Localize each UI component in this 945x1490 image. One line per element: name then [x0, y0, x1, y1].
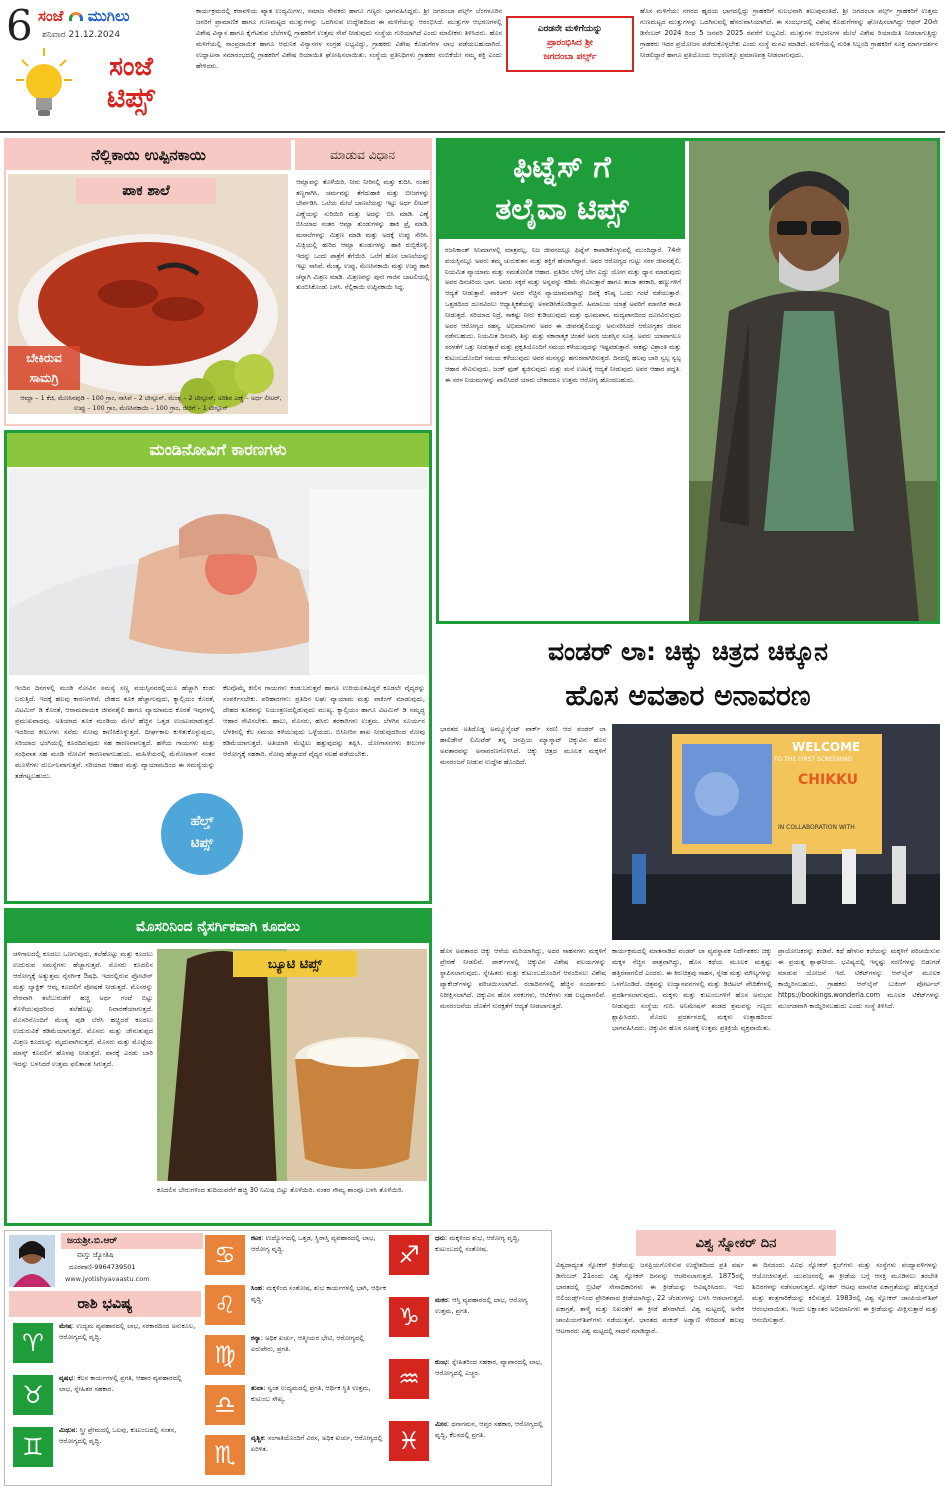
wonderla-headline-line-2: ಹೊಸ ಅವತಾರ ಅನಾವರಣ [565, 679, 811, 712]
astrologer-phone: ದೂರವಾಣಿ-9964739501 [69, 1263, 136, 1271]
screen-chikku-text: CHIKKU [798, 772, 859, 788]
beauty-caption: ಕೂದಲಿನ ಬೇರುಗಳಿಂದ ತುದಿಯವರೆಗೆ ಹಚ್ಚಿ 30 ನಿಮಿಷ ಬಿಟ್ಟು ತೊಳೆಯಿರಿ. ನಂತರ ಸೌಮ್ಯ ಶಾಂಪೂ ಬಳಸಿ ತೊಳೆಯಿರಿ. [157, 1186, 404, 1194]
zodiac-prediction: ಧನಾಗಮನ, ಆಪ್ತರ ಸಹಕಾರ, ಆರೋಗ್ಯದಲ್ಲಿ ವೃದ್ಧಿ, ಕೆಲಸದಲ್ಲಿ ಪ್ರಗತಿ. [435, 1420, 543, 1439]
section-title-line-1: ಸಂಜೆ [109, 52, 153, 82]
zodiac-text-block: ಮೀನ: ಧನಾಗಮನ, ಆಪ್ತರ ಸಹಕಾರ, ಆರೋಗ್ಯದಲ್ಲಿ ವೃದ್ಧಿ, ಕೆಲಸದಲ್ಲಿ ಪ್ರಗತಿ. [435, 1420, 543, 1439]
zodiac-text-block: ಮಕರ: ಆಸ್ತಿ ವ್ಯವಹಾರದಲ್ಲಿ ಲಾಭ, ಆರೋಗ್ಯ ಉತ್ತಮ, ಪ್ರಗತಿ. [435, 1296, 528, 1315]
beauty-title: ಮೊಸರಿನಿಂದ ನೈಸರ್ಗಿಕವಾಗಿ ಕೂದಲು [7, 911, 429, 943]
screen-subtitle-text: TO THE FIRST SCREENING [774, 756, 853, 763]
zodiac-text-block: ವೃಷಭ: ಕೆಲಸ ಕಾರ್ಯಗಳಲ್ಲಿ ಪ್ರಗತಿ, ಆಹಾರ ವ್ಯವಹಾರದಲ್ಲಿ ಲಾಭ, ಸ್ನೇಹಿತರ ಸಹಕಾರ. [59, 1374, 182, 1393]
zodiac-prediction: ಕೆಲಸ ಕಾರ್ಯಗಳಲ್ಲಿ ಪ್ರಗತಿ, ಆಹಾರ ವ್ಯವಹಾರದಲ್ಲಿ ಲಾಭ, ಸ್ನೇಹಿತರ ಸಹಕಾರ. [59, 1374, 182, 1393]
horoscope-sign [205, 1383, 389, 1429]
wonderla-headline-line-1: ವಂಡರ್ ಲಾ: ಚಿಕ್ಕು ಚಿತ್ರದ ಚಿಕ್ಕೂನ [547, 637, 829, 666]
zodiac-icon: ♋ [205, 1235, 245, 1275]
ingredients-label-line-2: ಸಾಮಗ್ರಿ [29, 371, 59, 385]
zodiac-icon: ♑ [389, 1297, 429, 1337]
kitchen-label: ಪಾಕ ಶಾಲೆ [76, 178, 216, 204]
zodiac-name: ಸಿಂಹ [251, 1284, 262, 1292]
astrologer-photo [9, 1235, 55, 1287]
ingredients-label-line-1: ಬೇಕಿರುವ [26, 351, 62, 365]
wonderla-headline [436, 630, 940, 720]
zodiac-name: ವೃಶ್ಚಿಕ [251, 1434, 264, 1442]
zodiac-prediction: ಆಸ್ತಿ ವ್ಯವಹಾರದಲ್ಲಿ ಲಾಭ, ಆರೋಗ್ಯ ಉತ್ತಮ, ಪ್ರಗತಿ. [435, 1296, 528, 1315]
wonderla-lead-text: ಭಾರತದ ಅತಿದೊಡ್ಡ ಅಮ್ಯೂಸ್ಮೆಂಟ್ ಪಾರ್ಕ್ ಸರಣಿ ಆದ ವಂಡರ್ ಲಾ ಹಾಲಿಡೇಸ್ ಲಿಮಿಟೆಡ್ ತನ್ನ ಜನಪ್ರಿಯ ಮ್ಯಾಸ್ಕಾಟ್ ಚಿಕ್ಕುವಿನ ಹೊಸ ಅವತಾರವನ್ನು ಅನಾವರಣಗೊಳಿಸಿದೆ. ಚಿಕ್ಕು ಚಿತ್ರದ ಮೂಲಕ ಮಕ್ಕಳಿಗೆ ಮನರಂಜನೆ ನೀಡುವ ಉದ್ದೇಶ ಹೊಂದಿದೆ. [440, 725, 606, 766]
fitness-headline [439, 141, 685, 239]
zodiac-prediction: ಉದ್ಯೋಗದಲ್ಲಿ ಒತ್ತಡ, ಸ್ಥಿರಾಸ್ತಿ ವ್ಯವಹಾರದಲ್ಲಿ ಲಾಭ, ಆರೋಗ್ಯ ವೃದ್ಧಿ. [251, 1234, 376, 1253]
paper-name-part-1: ಸಂಜೆ [38, 7, 64, 25]
health-tips-badge-line-1: ಹೆಲ್ತ್ [190, 814, 214, 829]
horoscope-sign [389, 1357, 545, 1415]
zodiac-text-block: ಧನು: ಮಕ್ಕಳಿಂದ ಶುಭ, ಆರೋಗ್ಯ ವೃದ್ಧಿ, ಕುಟುಂಬದಲ್ಲಿ ಸಂತೋಷ. [435, 1234, 520, 1253]
screen-welcome-text: WELCOME [792, 740, 861, 754]
zodiac-icon: ♊ [13, 1427, 53, 1467]
top-story-headline [506, 16, 634, 72]
zodiac-icon: ♓ [389, 1421, 429, 1461]
zodiac-icon: ♉ [13, 1375, 53, 1415]
method-label: ಮಾಡುವ ವಿಧಾನ [295, 140, 430, 170]
horoscope-section [4, 1230, 552, 1486]
zodiac-prediction: ಅಧಿಕ ಖರ್ಚು, ಆತ್ಮೀಯರ ಭೇಟಿ, ಆರೋಗ್ಯದಲ್ಲಿ ಏರುಪೇರು, ಪ್ರಗತಿ. [251, 1334, 365, 1353]
paper-name [38, 7, 130, 25]
horoscope-sign [205, 1333, 389, 1379]
health-tips-badge-line-2: ಟಿಪ್ಸ್ [190, 836, 214, 851]
horoscope-sign [205, 1283, 389, 1329]
zodiac-text-block: ಕಟಕ: ಉದ್ಯೋಗದಲ್ಲಿ ಒತ್ತಡ, ಸ್ಥಿರಾಸ್ತಿ ವ್ಯವಹಾರದಲ್ಲಿ ಲಾಭ, ಆರೋಗ್ಯ ವೃದ್ಧಿ. [251, 1234, 376, 1253]
joint-pain-photo [9, 469, 427, 675]
wonderla-col-2: ಹೊಸ ಅವತಾರದ ಚಿಕ್ಕು ಆನೆಯ ಮರಿಯಾಗಿದ್ದು, ಅದರ ಸಾಹಸಗಳು ಮಕ್ಕಳಿಗೆ ಪ್ರೇರಣೆ ನೀಡಲಿವೆ. ಪಾರ್ಕ್‌ಗಳಲ್ಲಿ ಚಿಕ್ಕುವಿನ ವಿಶೇಷ ವಲಯಗಳನ್ನು ಸ್ಥಾಪಿಸಲಾಗುವುದು. ಸ್ನೇಹಿತರು ಮತ್ತು ಕುಟುಂಬದೊಂದಿಗೆ ಆನಂದಿಸಲು ವಿಶೇಷ ಪ್ಯಾಕೇಜ್‌ಗಳನ್ನು ಪರಿಚಯಿಸಲಾಗಿದೆ. ರಜಾದಿನಗಳಲ್ಲಿ ಹೆಚ್ಚಿನ ಸಂದರ್ಶಕರು ನಿರೀಕ್ಷಿಸಲಾಗಿದೆ. ಚಿಕ್ಕುವಿನ ಹೊಸ ಸರಕುಗಳು, ಆಟಿಕೆಗಳು ಸಹ ಲಭ್ಯವಾಗಲಿವೆ. ಮನರಂಜನೆಯ ಜೊತೆಗೆ ಸುರಕ್ಷತೆಗೆ ಆದ್ಯತೆ ನೀಡಲಾಗುತ್ತದೆ. [440, 947, 606, 1010]
zodiac-icon: ♒ [389, 1359, 429, 1399]
fitness-headline-line-1: ಫಿಟ್ನೆಸ್ ಗೆ [513, 150, 611, 185]
zodiac-name: ಕನ್ಯಾ [251, 1334, 261, 1342]
zodiac-text-block: ಸಿಂಹ: ಮಕ್ಕಳಿಂದ ಸಂತೋಷ, ಶುಭ ಕಾರ್ಯಗಳಲ್ಲಿ ಭಾಗಿ, ಆರ್ಥಿಕ ವೃದ್ಧಿ. [251, 1284, 386, 1303]
paper-name-part-2: ಮುಗಿಲು [87, 7, 130, 25]
zodiac-name: ಧನು [435, 1234, 446, 1242]
zodiac-name: ಕಟಕ [251, 1234, 262, 1242]
joint-pain-box [4, 430, 432, 904]
horoscope-sign [13, 1425, 197, 1473]
fitness-headline-line-2: ತಲೈವಾ ಟಿಪ್ಸ್ [495, 192, 629, 227]
fitness-photo [689, 141, 937, 621]
beauty-box [4, 908, 432, 1226]
joint-pain-title: ಮಂಡಿನೋವಿಗೆ ಕಾರಣಗಳು [7, 433, 429, 467]
recipe-title: ನೆಲ್ಲಿಕಾಯಿ ಉಪ್ಪಿನಕಾಯಿ [6, 140, 291, 170]
zodiac-icon: ♈ [13, 1323, 53, 1363]
zodiac-icon: ♏ [205, 1435, 245, 1475]
top-story-headline-line-1: ಎರಡನೇ ಮಳಿಗೆಯನ್ನು [537, 24, 603, 34]
top-story-right-text: ಹೊಸ ಮಳಿಗೆಯು ನಗರದ ಹೃದಯ ಭಾಗದಲ್ಲಿದ್ದು ಗ್ರಾಹಕರಿಗೆ ಸುಲಭವಾಗಿ ತಲುಪುವಂತಿದೆ. ಶ್ರೀ ಜಗದಂಬಾ ಪರ್ಲ್ಸ್ ಗ್ರಾಹಕರಿಗೆ ಉತ್ತಮ ಗುಣಮಟ್ಟದ ಮುತ್ತುಗಳನ್ನು ಒದಗಿಸುವಲ್ಲಿ ಹೆಸರುವಾಸಿಯಾಗಿದೆ. ಈ ಸಂದರ್ಭದಲ್ಲಿ ವಿಶೇಷ ಕೊಡುಗೆಗಳನ್ನು ಘೋಷಿಸಲಾಗಿದ್ದು ಆಫರ್ 20ನೇ ಡಿಸೆಂಬರ್ 2024 ರಿಂದ 5 ಜನವರಿ 2025 ರವರೆಗೆ ಲಭ್ಯವಿದೆ. ಮುತ್ತುಗಳ ಆಭರಣಗಳ ಮೇಲೆ ವಿಶೇಷ ರಿಯಾಯಿತಿ ನೀಡಲಾಗುತ್ತಿದ್ದು ಗ್ರಾಹಕರು ಇದರ ಪ್ರಯೋಜನ ಪಡೆದುಕೊಳ್ಳಬೇಕು ಎಂದು ಸಂಸ್ಥೆ ಮನವಿ ಮಾಡಿದೆ. ಮಳಿಗೆಯಲ್ಲಿ ನುರಿತ ಸಿಬ್ಬಂದಿ ಗ್ರಾಹಕರಿಗೆ ಸೂಕ್ತ ಮಾರ್ಗದರ್ಶನ ನೀಡಲಿದ್ದಾರೆ ಹಾಗೂ ಪ್ರತಿಯೊಂದು ಆಭರಣಕ್ಕೂ ಪ್ರಮಾಣಪತ್ರ ನೀಡಲಾಗುವುದು. [640, 7, 938, 59]
rainbow-logo-icon [69, 12, 83, 21]
zodiac-icon: ♐ [389, 1235, 429, 1275]
wonderla-photo [612, 724, 940, 940]
beauty-tips-badge: ಬ್ಯೂಟಿ ಟಿಪ್ಸ್ [233, 951, 357, 977]
masthead-divider [0, 131, 945, 133]
section-title-line-2: ಟಿಪ್ಸ್ [107, 81, 155, 114]
zodiac-icon: ♎ [205, 1385, 245, 1425]
top-story-left-text: ಕಾರ್ಯಕ್ರಮದಲ್ಲಿ ಕರಾವಳಿಯ ಖ್ಯಾತ ಉದ್ಯಮಿಗಳು, ಸಮಾಜ ಸೇವಕರು ಹಾಗೂ ಗಣ್ಯರು ಭಾಗವಹಿಸಿದ್ದರು. ಶ್ರೀ ಜಗದಂಬಾ ಪರ್ಲ್ಸ್ ಬೆಂಗಳೂರಿನ ಜನರಿಗೆ ಪ್ರಾಮಾಣಿಕ ಹಾಗೂ ಗುಣಮಟ್ಟದ ಮುತ್ತುಗಳನ್ನು ಒದಗಿಸುವ ಉದ್ದೇಶದಿಂದ ಈ ಮಳಿಗೆಯನ್ನು ಆರಂಭಿಸಿದೆ. ಮುತ್ತುಗಳ ಆಭರಣಗಳಲ್ಲಿ ವಿಶೇಷ ವಿನ್ಯಾಸ ಹಾಗೂ ಕೈಗೆಟಕುವ ಬೆಲೆಗಳಲ್ಲಿ ಗ್ರಾಹಕರಿಗೆ ಉತ್ತಮ ಸೇವೆ ನೀಡುವುದು ಸಂಸ್ಥೆಯ ಗುರಿಯಾಗಿದೆ ಎಂದು ಮಾಲೀಕರು ತಿಳಿಸಿದರು. ಹೊಸ ಮಳಿಗೆಯಲ್ಲಿ ಸಾಂಪ್ರದಾಯಿಕ ಹಾಗೂ ಆಧುನಿಕ ವಿನ್ಯಾಸಗಳ ಸಂಗ್ರಹ ಲಭ್ಯವಿದ್ದು, ಗ್ರಾಹಕರು ವಿಶೇಷ ಕೊಡುಗೆಗಳ ಲಾಭ ಪಡೆಯಬಹುದಾಗಿದೆ. ಉದ್ಘಾಟನಾ ಸಮಾರಂಭದಲ್ಲಿ ಗ್ರಾಹಕರಿಗೆ ವಿಶೇಷ ರಿಯಾಯಿತಿ ಘೋಷಿಸಲಾಯಿತು. ಸಂಸ್ಥೆಯ ಪ್ರತಿನಿಧಿಗಳು ಗ್ರಾಹಕರ ನಂಬಿಕೆಯೇ ನಮ್ಮ ಶಕ್ತಿ ಎಂದು ಹೇಳಿದರು. [196, 7, 502, 70]
zodiac-prediction: ಮಕ್ಕಳಿಂದ ಶುಭ, ಆರೋಗ್ಯ ವೃದ್ಧಿ, ಕುಟುಂಬದಲ್ಲಿ ಸಂತೋಷ. [435, 1234, 520, 1253]
joint-pain-col-1: ಇಂದಿನ ದಿನಗಳಲ್ಲಿ ಮಂಡಿ ನೋವಿನ ಸಮಸ್ಯೆ ಸಣ್ಣ ವಯಸ್ಸಿನವರಲ್ಲಿಯೂ ಹೆಚ್ಚಾಗಿ ಕಂಡು ಬರುತ್ತಿದೆ. ಇದಕ್ಕೆ ಹಲವು ಕಾರಣಗಳಿವೆ. ದೇಹದ ತೂಕ ಹೆಚ್ಚಾಗುವುದು, ಕ್ಯಾಲ್ಸಿಯಂ ಕೊರತೆ, ವಿಟಮಿನ್ ಡಿ ಕೊರತೆ, ಆರಾಮದಾಯಕ ಜೀವನಶೈಲಿ ಹಾಗೂ ವ್ಯಾಯಾಮದ ಕೊರತೆ ಇವುಗಳಲ್ಲಿ ಪ್ರಮುಖವಾದವು. ಅತಿಯಾದ ತೂಕ ಮಂಡಿಯ ಮೇಲೆ ಹೆಚ್ಚಿನ ಒತ್ತಡ ಉಂಟುಮಾಡುತ್ತದೆ. ಇದರಿಂದ ಕೀಲುಗಳು ಸವೆದು ನೋವು ಕಾಣಿಸಿಕೊಳ್ಳುತ್ತದೆ. ದೀರ್ಘಕಾಲ ಕುಳಿತುಕೊಳ್ಳುವುದು, ಸರಿಯಾದ ಭಂಗಿಯಲ್ಲಿ ಕೂರದಿರುವುದು ಸಹ ಕಾರಣವಾಗುತ್ತದೆ. ಹಳೆಯ ಗಾಯಗಳು ಮತ್ತು ಸಂಧಿವಾತ ಸಹ ಮಂಡಿ ನೋವಿಗೆ ಕಾರಣವಾಗಬಹುದು. ಮಹಿಳೆಯರಲ್ಲಿ ಮೆನೋಪಾಸ್ ನಂತರ ಮೂಳೆಗಳು ದುರ್ಬಲವಾಗುತ್ತವೆ. ಸರಿಯಾದ ಆಹಾರ ಮತ್ತು ವ್ಯಾಯಾಮದಿಂದ ಈ ಸಮಸ್ಯೆಯನ್ನು ತಡೆಗಟ್ಟಬಹುದು. [15, 684, 215, 780]
zodiac-name: ಕುಂಭ [435, 1358, 448, 1366]
ingredients-label [8, 346, 80, 390]
horoscope-title: ರಾಶಿ ಭವಿಷ್ಯ [9, 1291, 201, 1317]
horoscope-sign [205, 1233, 389, 1279]
masthead [6, 1, 194, 128]
beauty-col-1: ಚಳಿಗಾಲದಲ್ಲಿ ಕೂದಲು ಒಣಗುವುದು, ತಲೆಹೊಟ್ಟು ಮತ್ತು ಕೂದಲು ಉದುರುವ ಸಮಸ್ಯೆಗಳು ಹೆಚ್ಚಾಗುತ್ತವೆ. ಮೊಸರು ಕೂದಲಿನ ಆರೋಗ್ಯಕ್ಕೆ ಅತ್ಯುತ್ತಮ ನೈಸರ್ಗಿಕ ಔಷಧಿ. ಇದರಲ್ಲಿರುವ ಪ್ರೋಟೀನ್ ಮತ್ತು ಲ್ಯಾಕ್ಟಿಕ್ ಆಮ್ಲ ಕೂದಲಿಗೆ ಪೋಷಣೆ ನೀಡುತ್ತದೆ. ಮೊಸರನ್ನು ನೇರವಾಗಿ ತಲೆಬುರುಡೆಗೆ ಹಚ್ಚಿ ಅರ್ಧ ಗಂಟೆ ಬಿಟ್ಟು ತೊಳೆಯುವುದರಿಂದ ತಲೆಹೊಟ್ಟು ನಿವಾರಣೆಯಾಗುತ್ತದೆ. ಮೊಸರಿನೊಂದಿಗೆ ಮೆಂತ್ಯ ಪುಡಿ ಬೆರೆಸಿ ಹಚ್ಚಿದರೆ ಕೂದಲು ಉದುರುವಿಕೆ ಕಡಿಮೆಯಾಗುತ್ತದೆ. ಮೊಸರು ಮತ್ತು ಜೇನುತುಪ್ಪದ ಮಿಶ್ರಣ ಕೂದಲನ್ನು ಮೃದುವಾಗಿಸುತ್ತದೆ. ಮೊಸರು ಮತ್ತು ಮೊಟ್ಟೆಯ ಮಾಸ್ಕ್ ಕೂದಲಿಗೆ ಹೊಳಪು ನೀಡುತ್ತದೆ. ವಾರಕ್ಕೆ ಎರಡು ಬಾರಿ ಇದನ್ನು ಬಳಸಿದರೆ ಉತ್ತಮ ಫಲಿತಾಂಶ ಸಿಗುತ್ತದೆ. [13, 950, 153, 1068]
zodiac-text-block: ತುಲಾ: ಸ್ವಂತ ಉದ್ಯಮದಲ್ಲಿ ಪ್ರಗತಿ, ಆರ್ಥಿಕ ಸ್ಥಿತಿ ಉತ್ತಮ, ಕುಟುಂಬ ಸೌಖ್ಯ. [251, 1384, 371, 1403]
snooker-col-2: ಈ ದಿನದಂದು ವಿವಿಧ ಸ್ನೋಕರ್ ಕ್ಲಬ್‌ಗಳು ಮತ್ತು ಸಂಸ್ಥೆಗಳು ಪಂದ್ಯಾವಳಿಗಳನ್ನು ಆಯೋಜಿಸುತ್ತವೆ. ಯುವಜನರಲ್ಲಿ ಈ ಕ್ರೀಡೆಯ ಬಗ್ಗೆ ಆಸಕ್ತಿ ಮೂಡಿಸಲು ತರಬೇತಿ ಶಿಬಿರಗಳನ್ನು ನಡೆಸಲಾಗುತ್ತದೆ. ಸ್ನೋಕರ್ ಆಟವು ಮಾನಸಿಕ ಏಕಾಗ್ರತೆಯನ್ನು ಹೆಚ್ಚಿಸುತ್ತದೆ ಮತ್ತು ತಂತ್ರಗಾರಿಕೆಯನ್ನು ಕಲಿಸುತ್ತದೆ. 1983ರಲ್ಲಿ ವಿಶ್ವ ಸ್ನೋಕರ್ ಚಾಂಪಿಯನ್‌ಶಿಪ್ ಆರಂಭವಾಯಿತು. ಇಂದು ಲಕ್ಷಾಂತರ ಅಭಿಮಾನಿಗಳು ಈ ಕ್ರೀಡೆಯನ್ನು ವೀಕ್ಷಿಸುತ್ತಾರೆ ಮತ್ತು ಆನಂದಿಸುತ್ತಾರೆ. [752, 1261, 938, 1324]
zodiac-text-block: ಮೇಷ: ಉದ್ಯಮ ವ್ಯವಹಾರದಲ್ಲಿ ಲಾಭ, ಸರಕಾರದಿಂದ ಅನುಕೂಲ, ಆರೋಗ್ಯದಲ್ಲಿ ವೃದ್ಧಿ. [59, 1322, 196, 1341]
astrologer-name: ಜಯಶ್ರೀ.ಬಿ.ಆರ್ [61, 1233, 203, 1249]
wonderla-col-1: ಕಾರ್ಯಕ್ರಮದಲ್ಲಿ ಮಾತನಾಡಿದ ವಂಡರ್ ಲಾ ವ್ಯವಸ್ಥಾಪಕ ನಿರ್ದೇಶಕರು ಚಿಕ್ಕು ಮಕ್ಕಳ ನೆಚ್ಚಿನ ಪಾತ್ರವಾಗಿದ್ದು, ಹೊಸ ಕಥೆಯ ಮೂಲಕ ಮತ್ತಷ್ಟು ಹತ್ತಿರವಾಗಲಿದೆ ಎಂದರು. ಈ ಕಿರುಚಿತ್ರವು ಸಾಹಸ, ಸ್ನೇಹ ಮತ್ತು ಮೌಲ್ಯಗಳನ್ನು ಒಳಗೊಂಡಿದೆ. ಚಿತ್ರವನ್ನು ಉದ್ಯಾನವನಗಳಲ್ಲಿ ಮತ್ತು ಡಿಜಿಟಲ್ ವೇದಿಕೆಗಳಲ್ಲಿ ಪ್ರದರ್ಶಿಸಲಾಗುವುದು. ಮಕ್ಕಳು ಮತ್ತು ಕುಟುಂಬಗಳಿಗೆ ಹೊಸ ಅನುಭವ ನೀಡುವುದು ಸಂಸ್ಥೆಯ ಗುರಿ. ಅನಿಮೇಷನ್ ತಂಡದ ಶ್ರಮವನ್ನು ಗಣ್ಯರು ಶ್ಲಾಘಿಸಿದರು. ಮೊದಲ ಪ್ರದರ್ಶನದಲ್ಲಿ ಮಕ್ಕಳು ಉತ್ಸಾಹದಿಂದ ಭಾಗವಹಿಸಿದರು. ಚಿಕ್ಕುವಿನ ಹೊಸ ರೂಪಕ್ಕೆ ಉತ್ತಮ ಪ್ರತಿಕ್ರಿಯೆ ವ್ಯಕ್ತವಾಯಿತು. [612, 947, 772, 1032]
screen-collab-text: IN COLLABORATION WITH [778, 824, 855, 831]
zodiac-icon: ♌ [205, 1285, 245, 1325]
zodiac-name: ತುಲಾ [251, 1384, 264, 1392]
beauty-photo [157, 949, 427, 1181]
top-story-headline-line-3: ಜಗದಂಬಾ ಪರ್ಲ್ಸ್ [543, 52, 597, 62]
recipe-method-text: ಆಮ್ಲಾವನ್ನು ತೊಳೆಯಿರಿ, ನೀರು ನೀರಿನಲ್ಲಿ ಮತ್ತು ಕುದಿಸಿ. ನಂತರ ತಣ್ಣಗಾಗಿಸಿ, ಚರ್ಮವನ್ನು ತೆಗೆದುಹಾಕಿ ಮತ್ತು ಬೀಜಗಳನ್ನು ಬೇರ್ಪಡಿಸಿ. ಒಲೆಯ ಮೇಲೆ ಬಾಣಲೆಯನ್ನು ಇಟ್ಟು ಅರ್ಧ ಲೀಟರ್ ಎಣ್ಣೆಯನ್ನು ಸುರಿಯಿರಿ ಮತ್ತು ಅದನ್ನು ಬಿಸಿ ಮಾಡಿ. ಎಣ್ಣೆ ಬಿಸಿಯಾದ ನಂತರ ಆಮ್ಲಾ ತುಂಡುಗಳನ್ನು ಹಾಕಿ ಫ್ರೈ ಮಾಡಿ. ಮಸಾಲೆಗಳನ್ನು ಮಿಶ್ರಣ ಮಾಡಿ ಮತ್ತು ಅದಕ್ಕೆ ಉಪ್ಪು ಸೇರಿಸಿ. ಮಿಕ್ಸಿಯಲ್ಲಿ ಹುರಿದ ಆಮ್ಲಾ ತುಂಡುಗಳನ್ನು ಹಾಕಿ ರುಬ್ಬಿಕೊಳ್ಳಿ. ಇದನ್ನು ಒಂದು ಪಾತ್ರೆಗೆ ತೆಗೆಯಿರಿ. ಒಲೆಗೆ ಹೊಸ ಬಾಣಲೆಯನ್ನು ಇಟ್ಟು ಸಾಸಿವೆ, ಮೆಂತ್ಯ, ಉಪ್ಪು, ಮೆಣಸಿನಕಾಯಿ ಮತ್ತು ಉಪ್ಪು ಹಾಕಿ ಚೆನ್ನಾಗಿ ಮಿಶ್ರಣ ಮಾಡಿ. ಮಿಶ್ರಣವನ್ನು ಪುನಃ ಗಾಜಿನ ಬಾಟಲಿಯಲ್ಲಿ ತುಂಬಿಸಿಕೊಂಡು ಬಳಸಿ. ನೆಲ್ಲಿಕಾಯಿ ಉಪ್ಪಿನಕಾಯಿ ಸಿದ್ಧ. [296, 179, 429, 291]
horoscope-sign [205, 1433, 389, 1479]
zodiac-name: ಮೀನ [435, 1420, 447, 1428]
joint-pain-col-2: ಕೆಲವೊಮ್ಮೆ ಕೀಲಿನ ಗಾಯಗಳು ಕಂಡುಬರುತ್ತವೆ ಹಾಗೂ ಉರಿಯೂತವಿದ್ದರೆ ಕೂಡಲೇ ವೈದ್ಯರನ್ನು ಸಂಪರ್ಕಿಸಬೇಕು. ಪರಿಹಾರಗಳು: ಪ್ರತಿದಿನ ಲಘು ವ್ಯಾಯಾಮ ಮತ್ತು ವಾಕಿಂಗ್ ಮಾಡುವುದು, ದೇಹದ ತೂಕವನ್ನು ನಿಯಂತ್ರಣದಲ್ಲಿಡುವುದು ಮುಖ್ಯ. ಕ್ಯಾಲ್ಸಿಯಂ ಹಾಗೂ ವಿಟಮಿನ್ ಡಿ ಸಮೃದ್ಧ ಆಹಾರ ಸೇವಿಸಬೇಕು. ಹಾಲು, ಮೊಸರು, ಹಸಿರು ತರಕಾರಿಗಳು ಉತ್ತಮ. ಬೆಳಗಿನ ಸೂರ್ಯನ ಬೆಳಕಿನಲ್ಲಿ ಕೆಲ ಸಮಯ ಕಳೆಯುವುದು ಒಳ್ಳೆಯದು. ಬಿಸಿನೀರಿನ ಶಾಖ ನೀಡುವುದರಿಂದ ನೋವು ಕಡಿಮೆಯಾಗುತ್ತದೆ. ಅತಿಯಾಗಿ ಮೆಟ್ಟಿಲು ಹತ್ತುವುದನ್ನು ತಪ್ಪಿಸಿ. ಯೋಗಾಸನಗಳು ಕೀಲುಗಳ ಆರೋಗ್ಯಕ್ಕೆ ಸಹಕಾರಿ. ನೋವು ಹೆಚ್ಚಾದರೆ ವೈದ್ಯರ ಸಲಹೆ ಪಡೆಯಬೇಕು. [223, 684, 425, 758]
snooker-section [556, 1230, 940, 1486]
zodiac-icon: ♍ [205, 1335, 245, 1375]
top-story-headline-line-2: ಪ್ರಾರಂಭಿಸಿದ ಶ್ರೀ [547, 38, 593, 48]
zodiac-prediction: ಮಕ್ಕಳಿಂದ ಸಂತೋಷ, ಶುಭ ಕಾರ್ಯಗಳಲ್ಲಿ ಭಾಗಿ, ಆರ್ಥಿಕ ವೃದ್ಧಿ. [251, 1284, 386, 1303]
horoscope-sign [389, 1233, 545, 1291]
ingredients-text: ಆಮ್ಲಾ – 1 ಕೆಜಿ, ಮೆಣಸಿನಪುಡಿ – 100 ಗ್ರಾಂ, ಸಾಸಿವೆ – 2 ಟೀಸ್ಪೂನ್, ಮೆಂತ್ಯ – 2 ಟೀಸ್ಪೂನ್, ಅರಿಶಿನ ಎಣ್ಣೆ – ಅರ್ಧ ಲೀಟರ್, ಉಪ್ಪು – 100 ಗ್ರಾಂ, ಮೆಣಸಿನಕಾಯಿ – 100 ಗ್ರಾಂ, ಜೀರಿಗೆ – 1 ಟೀಸ್ಪೂನ್ [20, 395, 282, 412]
wonderla-col-3: ಪ್ರಾಯೋಜಕರನ್ನು ಕಂಡಿವೆ. ಕಥೆ ಹೇಳುವ ಕಲೆಯನ್ನು ಮಕ್ಕಳಿಗೆ ಪರಿಚಯಿಸುವ ಈ ಪ್ರಯತ್ನ ಶ್ಲಾಘನೀಯ. ಭವಿಷ್ಯದಲ್ಲಿ ಇನ್ನಷ್ಟು ಸರಣಿಗಳನ್ನು ಬಿಡುಗಡೆ ಮಾಡುವ ಯೋಜನೆ ಇದೆ. ಟಿಕೆಟ್‌ಗಳನ್ನು ಆನ್‌ಲೈನ್ ಮೂಲಕ ಕಾಯ್ದಿರಿಸಬಹುದು. ಗ್ರಾಹಕರು ಆನ್‌ಲೈನ್ ಬುಕಿಂಗ್ ಪೋರ್ಟಲ್ https://bookings.wonderla.com ಮೂಲಕ ಟಿಕೆಟ್‌ಗಳನ್ನು ಮುಂಗಡವಾಗಿ ಕಾಯ್ದಿರಿಸಬಹುದು ಎಂದು ಸಂಸ್ಥೆ ತಿಳಿಸಿದೆ. [778, 947, 940, 1010]
fitness-box [436, 138, 940, 624]
recipe-box [4, 138, 432, 426]
fitness-body-text: ರಜನಿಕಾಂತ್ ಸಿನಿಮಾಗಳಲ್ಲಿ ಮಾತ್ರವಲ್ಲ, ನಿಜ ಜೀವನದಲ್ಲೂ ಫಿಟ್ನೆಸ್ ಕಾಪಾಡಿಕೊಳ್ಳುವಲ್ಲಿ ಮುಂದಿದ್ದಾರೆ. 74ನೇ ವಯಸ್ಸಿನಲ್ಲೂ ಅವರು ತಮ್ಮ ಚುರುಕುತನ ಮತ್ತು ಶಕ್ತಿಗೆ ಹೆಸರಾಗಿದ್ದಾರೆ. ಅವರ ಆರೋಗ್ಯದ ಗುಟ್ಟು ಸರಳ ಜೀವನಶೈಲಿ, ನಿಯಮಿತ ವ್ಯಾಯಾಮ ಮತ್ತು ಸಮತೋಲಿತ ಆಹಾರ. ಪ್ರತಿದಿನ ಬೆಳಿಗ್ಗೆ ಬೇಗ ಎದ್ದು ಯೋಗ ಮತ್ತು ಧ್ಯಾನ ಮಾಡುವುದು ಅವರ ದಿನಚರಿಯ ಭಾಗ. ಅವರು ಸಕ್ಕರೆ ಮತ್ತು ಅನ್ನವನ್ನು ಕಡಿಮೆ ಸೇವಿಸುತ್ತಾರೆ ಹಾಗೂ ತಾಜಾ ತರಕಾರಿ, ಹಣ್ಣುಗಳಿಗೆ ಆದ್ಯತೆ ನೀಡುತ್ತಾರೆ. ವಾಕಿಂಗ್ ಅವರ ನೆಚ್ಚಿನ ವ್ಯಾಯಾಮವಾಗಿದ್ದು ದಿನಕ್ಕೆ ಕನಿಷ್ಠ ಒಂದು ಗಂಟೆ ನಡೆಯುತ್ತಾರೆ. ಒತ್ತಡದಿಂದ ದೂರವಿರಲು ಆಧ್ಯಾತ್ಮಿಕತೆಯನ್ನು ಅಳವಡಿಸಿಕೊಂಡಿದ್ದಾರೆ. ಹಿಮಾಲಯ ಯಾತ್ರೆ ಅವರಿಗೆ ಮಾನಸಿಕ ಶಾಂತಿ ನೀಡುತ್ತದೆ. ಸರಿಯಾದ ನಿದ್ರೆ, ಸಾಕಷ್ಟು ನೀರು ಕುಡಿಯುವುದು ಮತ್ತು ಧೂಮಪಾನ, ಮದ್ಯಪಾನದಿಂದ ದೂರವಿರುವುದು ಅವರ ಆರೋಗ್ಯದ ರಹಸ್ಯ. ಅಭಿಮಾನಿಗಳು ಅವರ ಈ ಜೀವನಶೈಲಿಯನ್ನು ಅನುಸರಿಸಿದರೆ ಆರೋಗ್ಯಕರ ಜೀವನ ನಡೆಸಬಹುದು. ನಿಯಮಿತ ದಿನಚರಿ, ಶಿಸ್ತು ಮತ್ತು ಸಕಾರಾತ್ಮಕ ಚಿಂತನೆ ಅವರ ಯಶಸ್ಸಿನ ಸೂತ್ರ. ಅವರು ಯಾವಾಗಲೂ ಸರಳತೆಗೆ ಒತ್ತು ನೀಡುತ್ತಾರೆ ಮತ್ತು ಪ್ರಕೃತಿಯೊಂದಿಗೆ ಸಮಯ ಕಳೆಯುವುದನ್ನು ಇಷ್ಟಪಡುತ್ತಾರೆ. ಸಾಕಷ್ಟು ವಿಶ್ರಾಂತಿ ಮತ್ತು ಕುಟುಂಬದೊಂದಿಗೆ ಸಮಯ ಕಳೆಯುವುದು ಅವರ ಮನಸ್ಸನ್ನು ಹಗುರವಾಗಿರಿಸುತ್ತದೆ. ದಿನದಲ್ಲಿ ಹಲವು ಬಾರಿ ಸ್ವಲ್ಪ ಸ್ವಲ್ಪ ಆಹಾರ ಸೇವಿಸುವುದು, ಜಂಕ್ ಫುಡ್ ತ್ಯಜಿಸುವುದು ಮತ್ತು ಮನೆ ಊಟಕ್ಕೆ ಆದ್ಯತೆ ನೀಡುವುದು ಅವರ ಆಹಾರ ಪದ್ಧತಿ. ಈ ಸರಳ ನಿಯಮಗಳನ್ನು ಪಾಲಿಸಿದರೆ ಯಾರು ಬೇಕಾದರೂ ಉತ್ತಮ ಆರೋಗ್ಯ ಹೊಂದಬಹುದು. [445, 246, 681, 384]
page-number: 6 [6, 1, 33, 50]
horoscope-sign [13, 1321, 197, 1369]
horoscope-sign [389, 1295, 545, 1353]
horoscope-sign [13, 1373, 197, 1421]
zodiac-name: ವೃಷಭ [59, 1374, 73, 1382]
bulb-icon [14, 46, 74, 126]
zodiac-name: ಮಿಥುನ [59, 1426, 76, 1434]
section-title [68, 52, 194, 114]
zodiac-name: ಮೇಷ [59, 1322, 72, 1330]
zodiac-text-block: ವೃಶ್ಚಿಕ: ಸಂಗಾತಿಯೊಂದಿಗೆ ವಿರಸ, ಅಧಿಕ ಖರ್ಚು, ಆರೋಗ್ಯದಲ್ಲಿ ಏರಿಳಿತ. [251, 1434, 383, 1453]
zodiac-text-block: ಮಿಥುನ: ಸ್ತ್ರೀ ಪ್ರೇಮದಲ್ಲಿ ಒಲವು, ಕುಟುಂಬದಲ್ಲಿ ಸಂತಸ, ಆರೋಗ್ಯದಲ್ಲಿ ವೃದ್ಧಿ. [59, 1426, 177, 1445]
horoscope-sign [389, 1419, 545, 1477]
astrologer-title: ವಾಸ್ತು ಜ್ಯೋತಿಷಿ [77, 1251, 114, 1259]
zodiac-prediction: ಸ್ನೇಹಿತರಿಂದ ಸಹಕಾರ, ವ್ಯಾಪಾರದಲ್ಲಿ ಲಾಭ, ಆರೋಗ್ಯದಲ್ಲಿ ಎಚ್ಚರ. [435, 1358, 543, 1377]
zodiac-text-block: ಕನ್ಯಾ: ಅಧಿಕ ಖರ್ಚು, ಆತ್ಮೀಯರ ಭೇಟಿ, ಆರೋಗ್ಯದಲ್ಲಿ ಏರುಪೇರು, ಪ್ರಗತಿ. [251, 1334, 365, 1353]
zodiac-name: ಮಕರ [435, 1296, 448, 1304]
astrologer-website: www.jyotishyavaastu.com [65, 1275, 150, 1283]
zodiac-text-block: ಕುಂಭ: ಸ್ನೇಹಿತರಿಂದ ಸಹಕಾರ, ವ್ಯಾಪಾರದಲ್ಲಿ ಲಾಭ, ಆರೋಗ್ಯದಲ್ಲಿ ಎಚ್ಚರ. [435, 1358, 543, 1377]
zodiac-prediction: ಉದ್ಯಮ ವ್ಯವಹಾರದಲ್ಲಿ ಲಾಭ, ಸರಕಾರದಿಂದ ಅನುಕೂಲ, ಆರೋಗ್ಯದಲ್ಲಿ ವೃದ್ಧಿ. [59, 1322, 196, 1341]
snooker-title: ವಿಶ್ವ ಸ್ನೋಕರ್ ದಿನ [636, 1230, 836, 1256]
zodiac-prediction: ಸ್ವಂತ ಉದ್ಯಮದಲ್ಲಿ ಪ್ರಗತಿ, ಆರ್ಥಿಕ ಸ್ಥಿತಿ ಉತ್ತಮ, ಕುಟುಂಬ ಸೌಖ್ಯ. [251, 1384, 371, 1403]
issue-date: ಶನಿವಾರ 21.12.2024 [42, 30, 121, 40]
zodiac-prediction: ಸಂಗಾತಿಯೊಂದಿಗೆ ವಿರಸ, ಅಧಿಕ ಖರ್ಚು, ಆರೋಗ್ಯದಲ್ಲಿ ಏರಿಳಿತ. [251, 1434, 383, 1453]
zodiac-prediction: ಸ್ತ್ರೀ ಪ್ರೇಮದಲ್ಲಿ ಒಲವು, ಕುಟುಂಬದಲ್ಲಿ ಸಂತಸ, ಆರೋಗ್ಯದಲ್ಲಿ ವೃದ್ಧಿ. [59, 1426, 177, 1445]
snooker-col-1: ವಿಶ್ವದಾದ್ಯಂತ ಸ್ನೋಕರ್ ಕ್ರೀಡೆಯನ್ನು ಜನಪ್ರಿಯಗೊಳಿಸುವ ಉದ್ದೇಶದಿಂದ ಪ್ರತಿ ವರ್ಷ ಡಿಸೆಂಬರ್ 21ರಂದು ವಿಶ್ವ ಸ್ನೋಕರ್ ದಿನವನ್ನು ಆಚರಿಸಲಾಗುತ್ತದೆ. 1875ರಲ್ಲಿ ಭಾರತದಲ್ಲಿ ಬ್ರಿಟಿಷ್ ಸೇನಾಧಿಕಾರಿಗಳು ಈ ಕ್ರೀಡೆಯನ್ನು ಆವಿಷ್ಕರಿಸಿದರು. ಇದು ಬಿಲಿಯರ್ಡ್ಸ್‌ನಿಂದ ಪ್ರೇರಿತವಾದ ಕ್ರೀಡೆಯಾಗಿದ್ದು, 22 ಚೆಂಡುಗಳನ್ನು ಬಳಸಿ ಆಡಲಾಗುತ್ತದೆ. ಏಕಾಗ್ರತೆ, ತಾಳ್ಮೆ ಮತ್ತು ನಿಖರತೆಗೆ ಈ ಕ್ರೀಡೆ ಹೆಸರಾಗಿದೆ. ವಿಶ್ವ ಮಟ್ಟದಲ್ಲಿ ಅನೇಕ ಚಾಂಪಿಯನ್‌ಶಿಪ್‌ಗಳು ನಡೆಯುತ್ತವೆ. ಭಾರತದ ಪಂಕಜ್ ಅಡ್ವಾಣಿ ಸೇರಿದಂತೆ ಹಲವು ಆಟಗಾರರು ವಿಶ್ವ ಮಟ್ಟದಲ್ಲಿ ಸಾಧನೆ ಮಾಡಿದ್ದಾರೆ. [556, 1261, 744, 1335]
